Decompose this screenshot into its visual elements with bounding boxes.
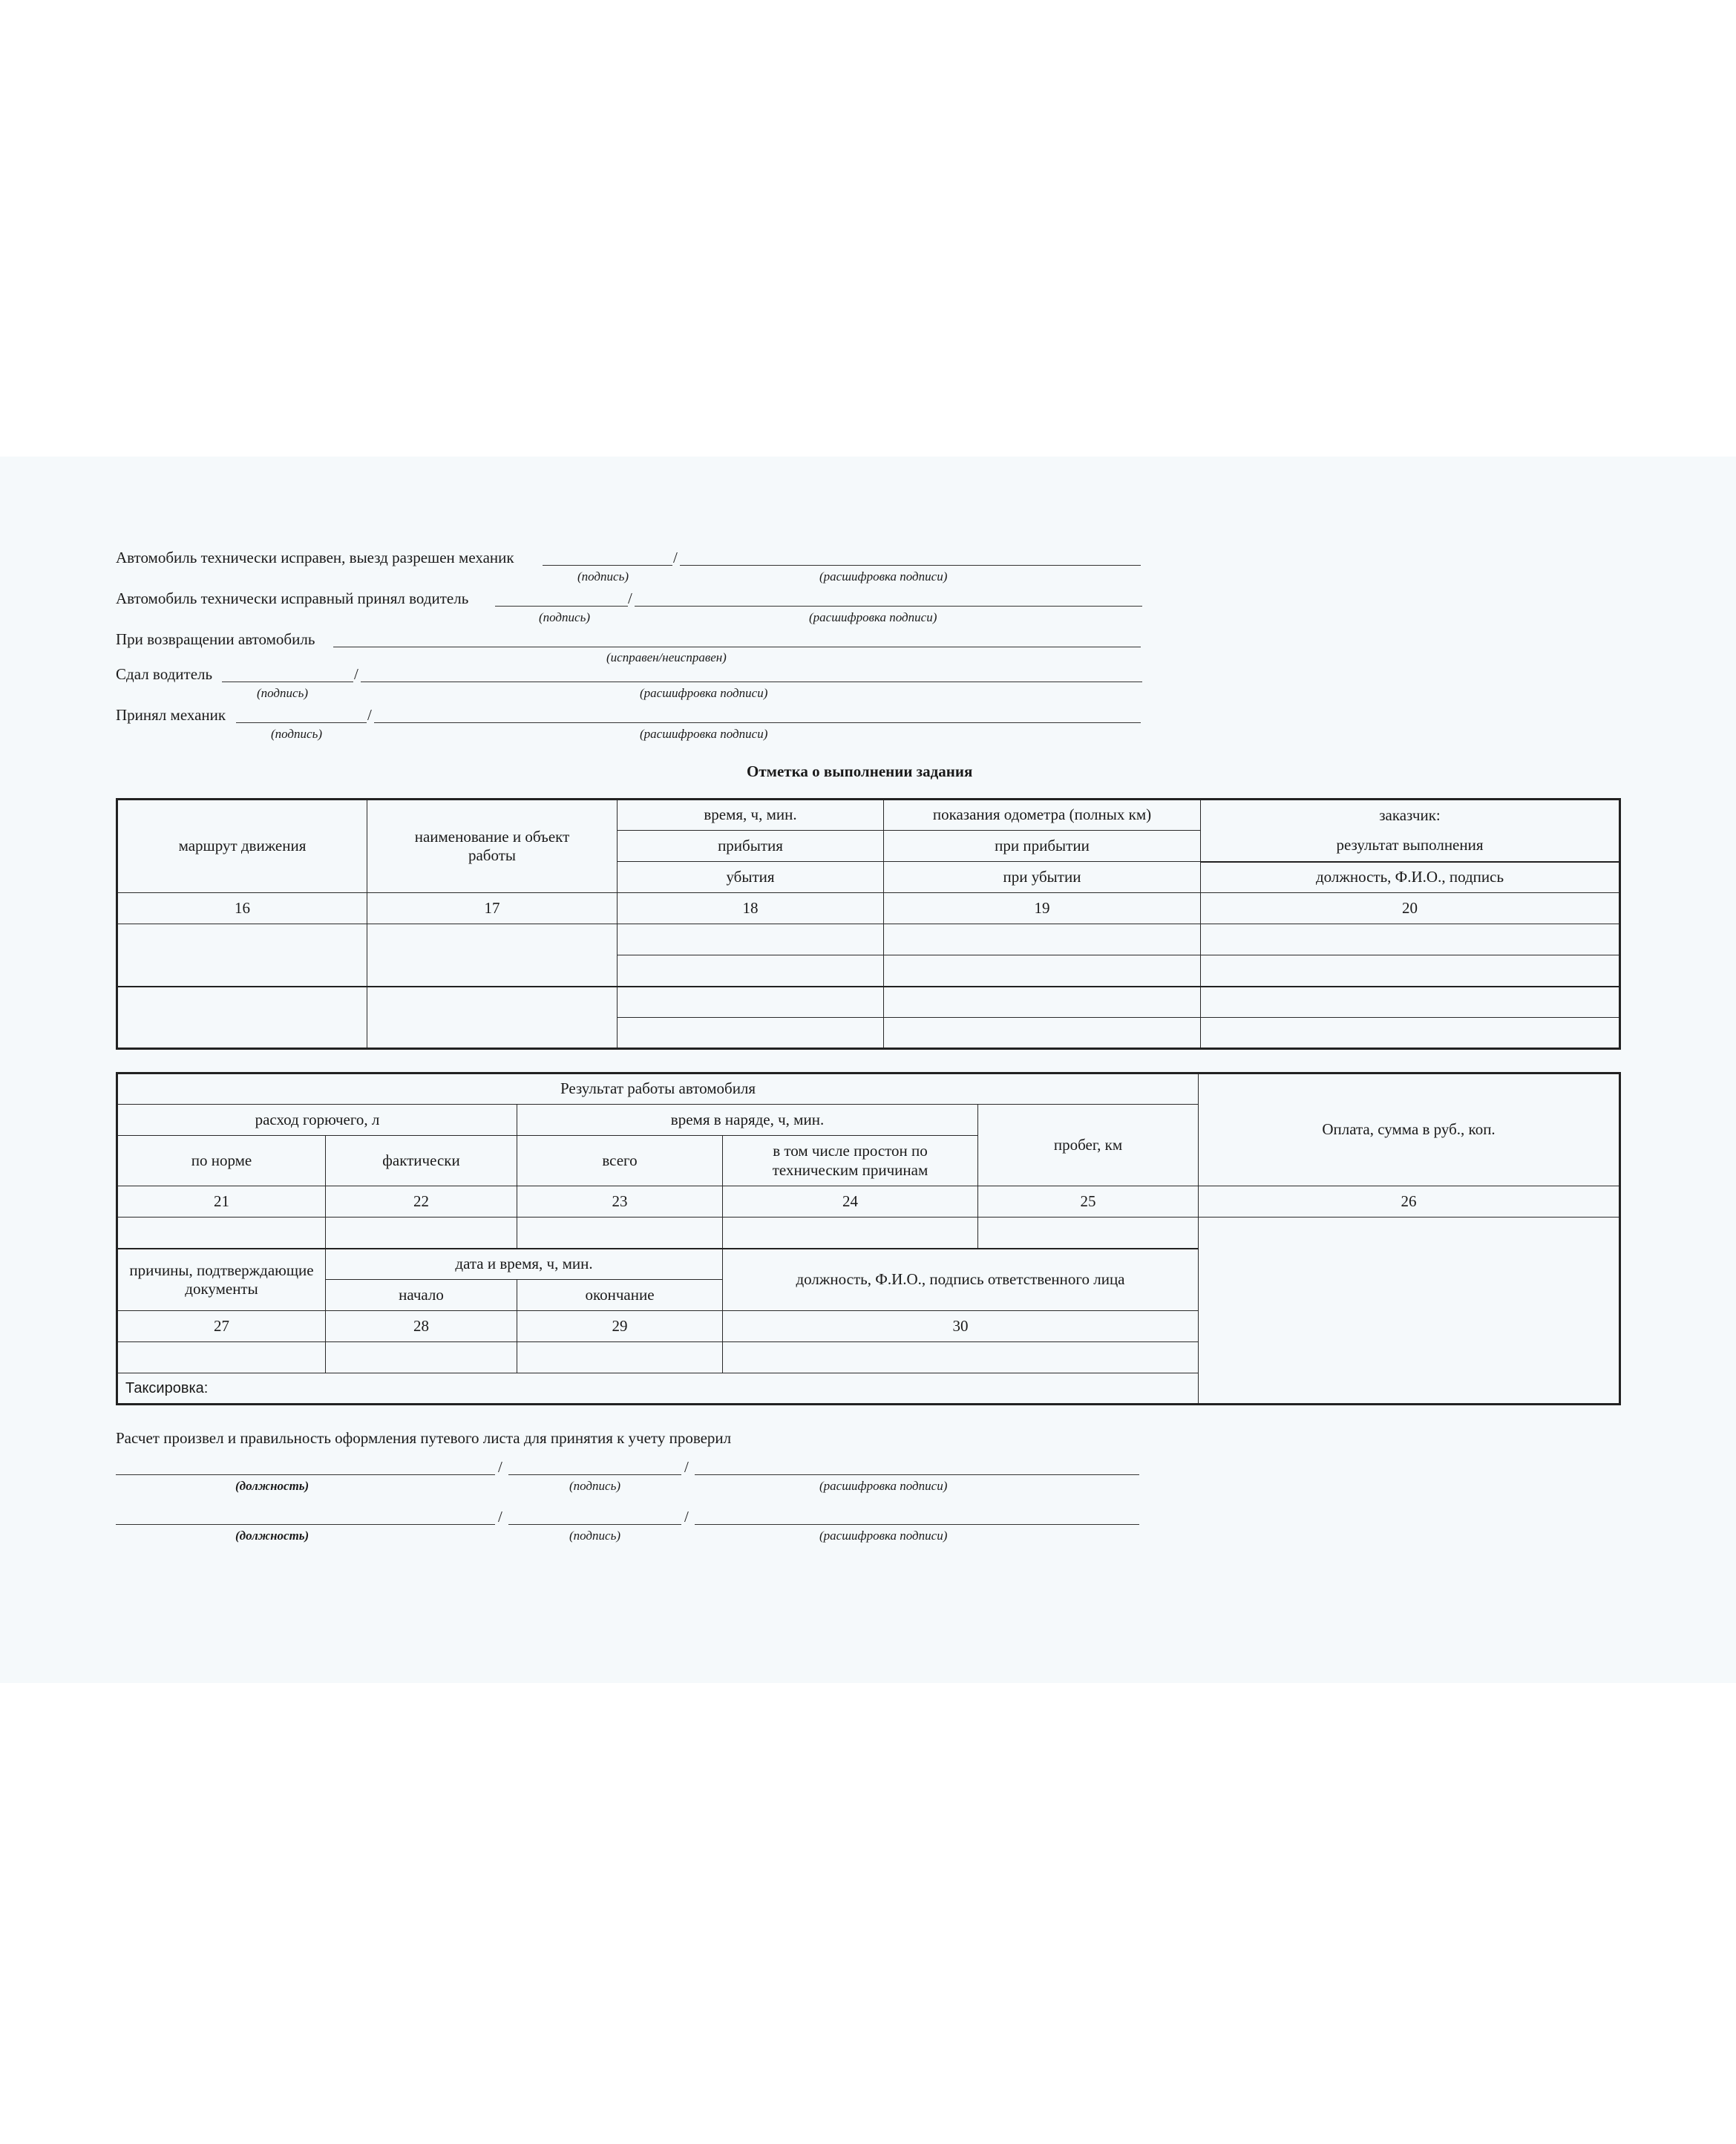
duty-time-header: время в наряде, ч, мин. <box>517 1105 978 1136</box>
column-number: 18 <box>618 893 884 924</box>
column-number: 30 <box>723 1311 1199 1342</box>
sign-caption: (подпись) <box>257 686 308 700</box>
position-caption: (должность) <box>235 1479 309 1493</box>
column-number: 21 <box>117 1186 326 1218</box>
mechanic-accept-decode-field[interactable] <box>374 722 1141 723</box>
result-title: Результат работы автомобиля <box>117 1073 1199 1105</box>
mechanic-release-label: Автомобиль технически исправен, выезд разрешен механик <box>116 549 514 566</box>
position-field[interactable] <box>116 1524 495 1525</box>
column-number: 19 <box>884 893 1201 924</box>
slash: / <box>673 549 678 566</box>
start-cell[interactable] <box>326 1342 517 1373</box>
customer-sign-cell[interactable] <box>1201 955 1620 987</box>
column-number: 27 <box>117 1311 326 1342</box>
customer-sign-header: должность, Ф.И.О., подпись <box>1201 862 1620 893</box>
column-number: 23 <box>517 1186 723 1218</box>
sign-field[interactable] <box>508 1474 681 1475</box>
column-number: 25 <box>978 1186 1199 1218</box>
reasons-header: причины, подтверждающие документы <box>117 1249 326 1311</box>
arrival-cell[interactable] <box>618 987 884 1018</box>
task-section-title: Отметка о выполнении задания <box>747 762 973 780</box>
mileage-header: пробег, км <box>978 1105 1199 1186</box>
sign-caption: (подпись) <box>569 1479 620 1493</box>
duty-idle-cell[interactable] <box>723 1218 978 1249</box>
end-header: окончание <box>517 1280 723 1311</box>
decode-caption: (расшифровка подписи) <box>819 1529 948 1543</box>
driver-accept-label: Автомобиль технически исправный принял водитель <box>116 589 469 607</box>
duty-total-header: всего <box>517 1136 723 1186</box>
fuel-norm-header: по норме <box>117 1136 326 1186</box>
mileage-cell[interactable] <box>978 1218 1199 1249</box>
fuel-norm-cell[interactable] <box>117 1218 326 1249</box>
decode-caption: (расшифровка подписи) <box>640 727 768 741</box>
customer-result-cell[interactable] <box>1201 924 1620 955</box>
customer-header: заказчик: <box>1201 800 1620 831</box>
position-caption: (должность) <box>235 1529 309 1543</box>
sign-caption: (подпись) <box>539 610 590 624</box>
column-number: 22 <box>326 1186 517 1218</box>
taxing-label[interactable]: Таксировка: <box>117 1373 1199 1405</box>
odo-departure-header: при убытии <box>884 862 1201 893</box>
column-number: 20 <box>1201 893 1620 924</box>
sign-field[interactable] <box>508 1524 681 1525</box>
mechanic-release-decode-field[interactable] <box>680 565 1141 566</box>
responsible-header: должность, Ф.И.О., подпись ответственного лица <box>723 1249 1199 1311</box>
driver-handover-label: Сдал водитель <box>116 665 213 683</box>
slash: / <box>498 1458 502 1476</box>
fuel-actual-header: фактически <box>326 1136 517 1186</box>
result-table <box>116 1072 1621 1405</box>
reasons-cell[interactable] <box>117 1342 326 1373</box>
column-number: 24 <box>723 1186 978 1218</box>
customer-result-header: результат выполнения <box>1201 831 1620 862</box>
odo-arrival-header: при прибытии <box>884 831 1201 862</box>
state-caption: (исправен/неисправен) <box>606 650 727 664</box>
route-cell[interactable] <box>117 924 367 987</box>
slash: / <box>498 1508 502 1526</box>
column-number: 26 <box>1199 1186 1620 1218</box>
datetime-header: дата и время, ч, мин. <box>326 1249 723 1280</box>
end-cell[interactable] <box>517 1342 723 1373</box>
route-cell[interactable] <box>117 987 367 1049</box>
mechanic-accept-label: Принял механик <box>116 706 226 724</box>
slash: / <box>684 1458 689 1476</box>
sign-caption: (подпись) <box>271 727 322 741</box>
driver-accept-sign-field[interactable] <box>495 606 628 607</box>
customer-result-cell[interactable] <box>1201 987 1620 1018</box>
work-object-cell[interactable] <box>367 924 618 987</box>
decode-caption: (расшифровка подписи) <box>640 686 768 700</box>
payment-header: Оплата, сумма в руб., коп. <box>1199 1073 1620 1186</box>
time-header: время, ч, мин. <box>618 800 884 831</box>
decode-caption: (расшифровка подписи) <box>809 610 937 624</box>
driver-accept-decode-field[interactable] <box>635 606 1142 607</box>
odo-departure-cell[interactable] <box>884 1018 1201 1049</box>
decode-field[interactable] <box>695 1474 1139 1475</box>
decode-caption: (расшифровка подписи) <box>819 569 948 584</box>
work-object-header: наименование и объект работы <box>367 800 618 893</box>
arrival-header: прибытия <box>618 831 884 862</box>
slash: / <box>367 706 372 724</box>
odometer-header: показания одометра (полных км) <box>884 800 1201 831</box>
sign-caption: (подпись) <box>577 569 629 584</box>
slash: / <box>354 665 358 683</box>
column-number: 29 <box>517 1311 723 1342</box>
customer-sign-cell[interactable] <box>1201 1018 1620 1049</box>
decode-caption: (расшифровка подписи) <box>819 1479 948 1493</box>
decode-field[interactable] <box>695 1524 1139 1525</box>
route-header: маршрут движения <box>117 800 367 893</box>
responsible-cell[interactable] <box>723 1342 1199 1373</box>
column-number: 17 <box>367 893 618 924</box>
slash: / <box>628 589 632 607</box>
odo-departure-cell[interactable] <box>884 955 1201 987</box>
fuel-header: расход горючего, л <box>117 1105 517 1136</box>
departure-cell[interactable] <box>618 955 884 987</box>
return-state-label: При возвращении автомобиль <box>116 630 315 648</box>
mechanic-release-sign-field[interactable] <box>543 565 672 566</box>
sign-caption: (подпись) <box>569 1529 620 1543</box>
payment-cell[interactable] <box>1199 1218 1620 1405</box>
duty-idle-header: в том числе простон по техническим причинам <box>723 1136 978 1186</box>
odo-arrival-cell[interactable] <box>884 987 1201 1018</box>
column-number: 16 <box>117 893 367 924</box>
task-table <box>116 798 1621 1050</box>
column-number: 28 <box>326 1311 517 1342</box>
fuel-actual-cell[interactable] <box>326 1218 517 1249</box>
start-header: начало <box>326 1280 517 1311</box>
departure-header: убытия <box>618 862 884 893</box>
odo-arrival-cell[interactable] <box>884 924 1201 955</box>
duty-total-cell[interactable] <box>517 1218 723 1249</box>
mechanic-accept-sign-field[interactable] <box>236 722 367 723</box>
departure-cell[interactable] <box>618 1018 884 1049</box>
slash: / <box>684 1508 689 1526</box>
position-field[interactable] <box>116 1474 495 1475</box>
arrival-cell[interactable] <box>618 924 884 955</box>
check-label: Расчет произвел и правильность оформления путевого листа для принятия к учету проверил <box>116 1429 732 1447</box>
work-object-cell[interactable] <box>367 987 618 1049</box>
